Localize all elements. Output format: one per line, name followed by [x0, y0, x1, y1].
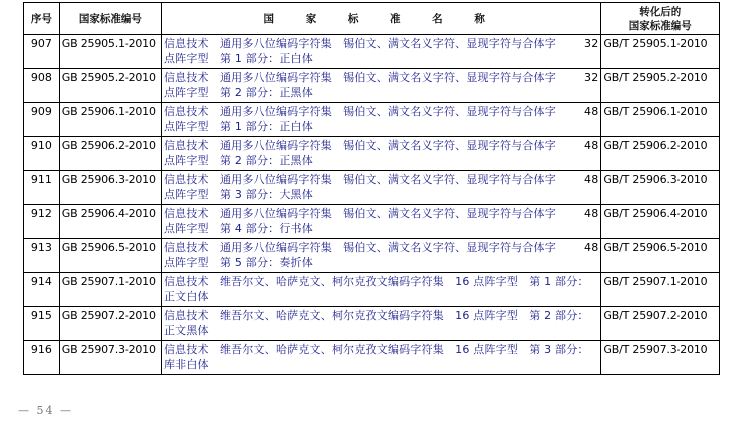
- row-name-text: 信息技术 通用多八位编码字符集 锡伯文、满文名义字符、显现字符与合体字: [163, 105, 556, 118]
- table-row: [24, 137, 720, 171]
- row-name-text: 信息技术 通用多八位编码字符集 锡伯文、满文名义字符、显现字符与合体字: [163, 139, 556, 152]
- header-standard-code: 国家标准编号: [59, 3, 161, 35]
- table-row: [24, 171, 720, 205]
- row-name-line1: [164, 104, 598, 119]
- table-row: [24, 69, 720, 103]
- row-name-line1: [164, 36, 598, 51]
- row-name-line2: 正文白体: [163, 290, 209, 303]
- row-standard-name: [161, 35, 600, 69]
- row-name-line2: 正文黑体: [163, 324, 209, 337]
- row-converted-code: GB/T 25905.2-2010: [601, 69, 720, 103]
- header-converted-line2: 国家标准编号: [628, 19, 692, 32]
- row-name-line1: [164, 70, 598, 85]
- table-row: [24, 307, 720, 341]
- row-serial-no: 911: [24, 171, 60, 205]
- row-standard-code: GB 25906.4-2010: [59, 205, 161, 239]
- row-serial-no: 907: [24, 35, 60, 69]
- header-converted-code: [601, 3, 720, 35]
- row-standard-name: [161, 307, 600, 341]
- row-name-line2: 点阵字型 第 1 部分：正白体: [163, 52, 313, 65]
- table-row: [24, 273, 720, 307]
- standards-table: [23, 2, 720, 375]
- row-name-text: 信息技术 通用多八位编码字符集 锡伯文、满文名义字符、显现字符与合体字: [163, 241, 556, 254]
- row-standard-code: GB 25906.1-2010: [59, 103, 161, 137]
- row-name-text: 信息技术 维吾尔文、哈萨克文、柯尔克孜文编码字符集 16 点阵字型 第 3 部分：: [163, 343, 589, 356]
- row-standard-name: [161, 205, 600, 239]
- row-point-size: 48: [584, 173, 599, 186]
- table-row: [24, 103, 720, 137]
- row-serial-no: 912: [24, 205, 60, 239]
- row-converted-code: GB/T 25906.5-2010: [601, 239, 720, 273]
- row-name-line1: [164, 138, 598, 153]
- row-point-size: 48: [584, 241, 599, 254]
- row-name-line1: [164, 240, 598, 255]
- row-name-line2: 点阵字型 第 3 部分：大黑体: [163, 188, 313, 201]
- header-converted-line1: 转化后的: [639, 5, 682, 18]
- row-converted-code: GB/T 25906.2-2010: [601, 137, 720, 171]
- row-standard-code: GB 25906.3-2010: [59, 171, 161, 205]
- table-row: [24, 205, 720, 239]
- row-name-line2: 点阵字型 第 4 部分：行书体: [163, 222, 313, 235]
- table-row: [24, 35, 720, 69]
- row-point-size: 48: [584, 139, 599, 152]
- row-name-line2: 点阵字型 第 2 部分：正黑体: [163, 86, 313, 99]
- row-name-line1: [164, 342, 598, 357]
- row-name-line1: [164, 206, 598, 221]
- row-serial-no: 910: [24, 137, 60, 171]
- header-standard-name: 国 家 标 准 名 称: [161, 3, 600, 35]
- row-name-text: 信息技术 通用多八位编码字符集 锡伯文、满文名义字符、显现字符与合体字: [163, 173, 556, 186]
- row-standard-name: [161, 171, 600, 205]
- row-serial-no: 916: [24, 341, 60, 375]
- row-name-line2: 库非白体: [163, 358, 209, 371]
- table-header-row: [24, 3, 720, 35]
- row-name-text: 信息技术 维吾尔文、哈萨克文、柯尔克孜文编码字符集 16 点阵字型 第 2 部分：: [163, 309, 589, 322]
- row-name-line2: 点阵字型 第 5 部分：奏折体: [163, 256, 313, 269]
- row-standard-name: [161, 273, 600, 307]
- row-standard-code: GB 25907.3-2010: [59, 341, 161, 375]
- row-standard-name: [161, 103, 600, 137]
- row-standard-name: [161, 137, 600, 171]
- row-converted-code: GB/T 25907.3-2010: [601, 341, 720, 375]
- table-row: [24, 341, 720, 375]
- header-serial-no: 序号: [24, 3, 60, 35]
- row-converted-code: GB/T 25907.2-2010: [601, 307, 720, 341]
- row-standard-code: GB 25906.5-2010: [59, 239, 161, 273]
- row-converted-code: GB/T 25905.1-2010: [601, 35, 720, 69]
- row-standard-name: [161, 239, 600, 273]
- row-point-size: 32: [584, 71, 599, 84]
- row-standard-name: [161, 341, 600, 375]
- row-point-size: 32: [584, 37, 599, 50]
- row-name-text: 信息技术 通用多八位编码字符集 锡伯文、满文名义字符、显现字符与合体字: [163, 71, 556, 84]
- row-standard-code: GB 25905.2-2010: [59, 69, 161, 103]
- row-name-line2: 点阵字型 第 1 部分：正白体: [163, 120, 313, 133]
- row-converted-code: GB/T 25906.1-2010: [601, 103, 720, 137]
- row-name-text: 信息技术 维吾尔文、哈萨克文、柯尔克孜文编码字符集 16 点阵字型 第 1 部分：: [163, 275, 589, 288]
- row-name-line1: [164, 172, 598, 187]
- row-converted-code: GB/T 25907.1-2010: [601, 273, 720, 307]
- row-serial-no: 909: [24, 103, 60, 137]
- row-serial-no: 915: [24, 307, 60, 341]
- row-serial-no: 914: [24, 273, 60, 307]
- row-standard-code: GB 25906.2-2010: [59, 137, 161, 171]
- row-standard-code: GB 25905.1-2010: [59, 35, 161, 69]
- row-name-text: 信息技术 通用多八位编码字符集 锡伯文、满文名义字符、显现字符与合体字: [163, 37, 556, 50]
- row-standard-code: GB 25907.2-2010: [59, 307, 161, 341]
- row-converted-code: GB/T 25906.3-2010: [601, 171, 720, 205]
- row-converted-code: GB/T 25906.4-2010: [601, 205, 720, 239]
- row-name-text: 信息技术 通用多八位编码字符集 锡伯文、满文名义字符、显现字符与合体字: [163, 207, 556, 220]
- row-name-line1: [164, 274, 598, 289]
- row-serial-no: 908: [24, 69, 60, 103]
- row-standard-name: [161, 69, 600, 103]
- row-name-line2: 点阵字型 第 2 部分：正黑体: [163, 154, 313, 167]
- table-row: [24, 239, 720, 273]
- row-name-line1: [164, 308, 598, 323]
- row-serial-no: 913: [24, 239, 60, 273]
- row-point-size: 48: [584, 207, 599, 220]
- row-standard-code: GB 25907.1-2010: [59, 273, 161, 307]
- row-point-size: 48: [584, 105, 599, 118]
- page-number: — 54 —: [18, 404, 73, 417]
